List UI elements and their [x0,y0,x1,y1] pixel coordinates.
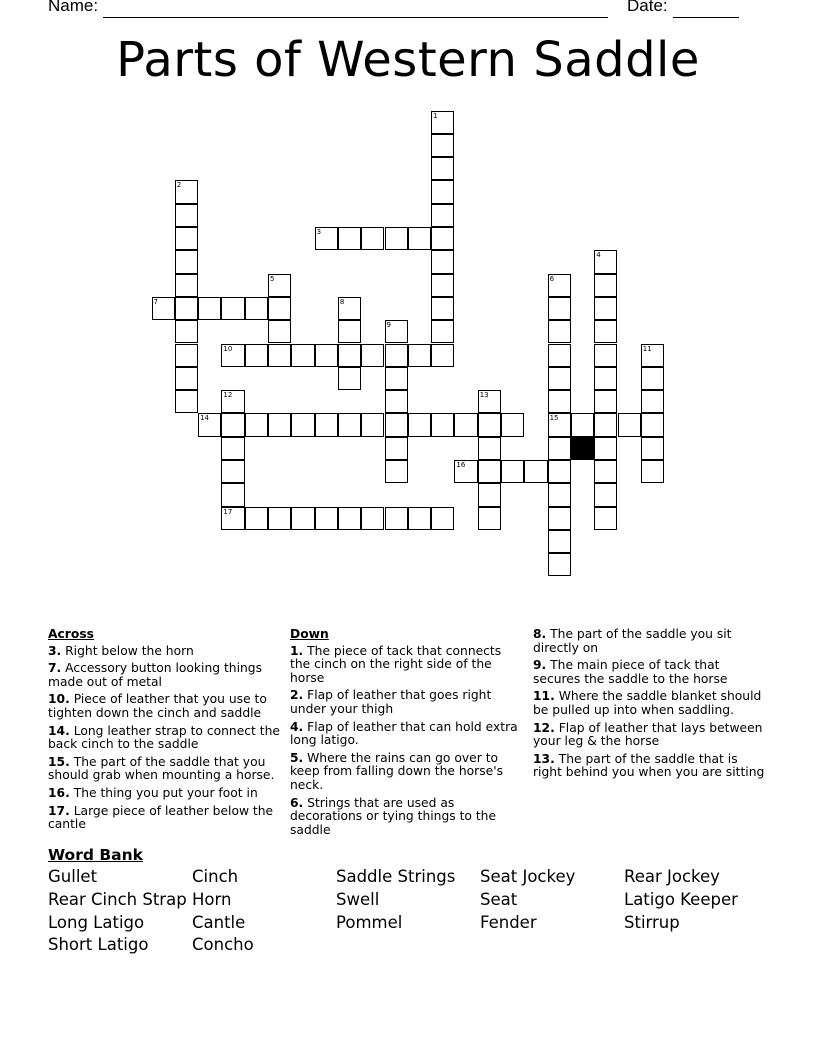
crossword-cell[interactable] [385,390,408,413]
word-bank-word: Pommel [336,913,403,932]
crossword-cell[interactable] [315,507,338,530]
crossword-cell[interactable] [501,460,524,483]
down-clue [290,752,522,793]
clue-number: 12 [223,391,233,400]
crossword-cell[interactable] [618,413,641,436]
crossword-cell[interactable] [291,344,314,367]
crossword-cell[interactable] [385,367,408,390]
crossword-cell[interactable] [221,507,244,530]
crossword-cell[interactable] [338,297,361,320]
clue-text: The main piece of tack that secures the saddle to the horse [533,658,728,686]
crossword-cell[interactable] [548,390,571,413]
crossword-cell[interactable] [385,344,408,367]
crossword-cell[interactable] [548,344,571,367]
crossword-cell[interactable] [338,367,361,390]
clue-number: 16 [456,461,466,469]
word-bank-word: Swell [336,890,380,909]
crossword-cell[interactable] [548,460,571,483]
clue-number: 9 [386,321,391,330]
crossword-cell[interactable] [594,437,617,460]
crossword-cell[interactable] [594,507,617,530]
crossword-cell[interactable] [594,297,617,320]
clue-text: Where the saddle blanket should be pulled up into when saddling. [533,689,762,717]
crossword-cell[interactable] [175,180,198,203]
crossword-cell[interactable] [175,344,198,367]
word-bank-word: Cinch [192,867,239,886]
crossword-cell[interactable] [408,413,431,436]
crossword-cell[interactable] [548,553,571,576]
crossword-cell[interactable] [478,390,501,413]
across-clue [48,805,280,832]
crossword-cell[interactable] [431,111,454,134]
crossword-cell[interactable] [338,227,361,250]
clue-number: 1. [290,643,304,658]
clue-number: 13. [533,751,555,766]
crossword-cell[interactable] [594,483,617,506]
crossword-cell[interactable] [594,390,617,413]
clue-number: 15. [48,754,70,769]
crossword-cell[interactable] [548,367,571,390]
crossword-cell[interactable] [338,507,361,530]
crossword-cell[interactable] [431,204,454,227]
crossword-cell[interactable] [641,367,664,390]
crossword-cell[interactable] [431,274,454,297]
crossword-cell[interactable] [594,367,617,390]
clue-number: 12. [533,720,555,735]
crossword-cell[interactable] [221,297,244,320]
clue-text: The part of the saddle that you should grab when mounting a horse. [48,754,275,783]
crossword-cell[interactable] [245,413,268,436]
down-heading: Down [290,627,329,641]
clue-number: 11 [642,344,652,353]
crossword-cell[interactable] [478,413,501,436]
down-clues [290,628,522,841]
word-bank-word: Rear Cinch Strap [48,890,187,909]
clue-text: The piece of tack that connects the cinch on the right side of the horse [290,643,502,685]
crossword-cell[interactable] [431,507,454,530]
crossword-cell[interactable] [175,390,198,413]
clue-number: 16. [48,785,70,800]
crossword-cell[interactable] [175,204,198,227]
clue-text: Where the rains can go over to keep from falling down the horse's neck. [290,750,503,792]
crossword-cell[interactable] [454,413,477,436]
crossword-cell[interactable] [431,344,454,367]
crossword-cell[interactable] [431,134,454,157]
crossword-cell[interactable] [548,530,571,553]
clue-number: 5. [290,750,304,765]
crossword-cell[interactable] [641,344,664,367]
down-clue [533,628,765,655]
across-clue [48,645,280,659]
word-bank-word: Gullet [48,867,98,886]
crossword-cell[interactable] [641,390,664,413]
word-bank-word: Short Latigo [48,935,149,954]
clue-number: 1 [433,111,438,120]
word-bank-title: Word Bank [48,846,143,864]
clue-number: 2 [176,181,182,190]
crossword-cell[interactable] [548,297,571,320]
crossword-cell[interactable] [175,227,198,250]
clue-text: The part of the saddle you sit directly on [533,627,732,655]
clue-text: Piece of leather that you use to tighten down the cinch and saddle [48,692,267,720]
clue-number: 17. [48,803,70,818]
clue-text: Long leather strap to connect the back cinch to the saddle [48,723,280,752]
crossword-cell[interactable] [221,460,244,483]
crossword-cell[interactable] [175,250,198,273]
clue-text: The thing you put your foot in [69,785,258,800]
crossword-cell[interactable] [268,344,291,367]
crossword-cell[interactable] [594,460,617,483]
clue-number: 3 [316,228,322,236]
crossword-cell[interactable] [594,320,617,343]
crossword-cell[interactable] [454,460,477,483]
clue-number: 10. [48,692,70,707]
clue-number: 13 [479,391,489,400]
clue-number: 5 [270,274,275,283]
word-bank-word: Long Latigo [48,913,145,932]
word-bank-word: Seat [480,890,518,909]
crossword-cell[interactable] [198,413,221,436]
down-clue [290,645,522,686]
word-bank-word: Cantle [192,913,246,932]
crossword-cell[interactable] [385,413,408,436]
crossword-cell[interactable] [245,507,268,530]
crossword-cell[interactable] [175,367,198,390]
crossword-cell[interactable] [501,413,524,436]
crossword-cell[interactable] [431,413,454,436]
name-label: Name: [48,0,99,15]
word-bank-word: Saddle Strings [336,867,456,886]
crossword-cell[interactable] [361,507,384,530]
clue-text: Accessory button looking things made out of metal [48,661,263,689]
across-clue [48,693,280,720]
across-clue [48,787,280,801]
across-heading: Across [48,627,94,641]
crossword-cell[interactable] [641,413,664,436]
crossword-cell[interactable] [431,157,454,180]
crossword-cell[interactable] [268,320,291,343]
crossword-cell[interactable] [478,483,501,506]
clue-number: 2. [290,688,304,703]
crossword-cell[interactable] [408,344,431,367]
date-label: Date: [627,0,668,15]
down-clues-continued [533,628,765,784]
crossword-cell[interactable] [408,507,431,530]
crossword-cell[interactable] [548,320,571,343]
clue-number: 10 [223,344,233,353]
down-clue [533,722,765,749]
word-bank-word: Seat Jockey [480,867,576,886]
crossword-cell[interactable] [315,227,338,250]
crossword-cell[interactable] [221,390,244,413]
word-bank-word: Rear Jockey [624,867,720,886]
clue-number: 15 [549,414,559,423]
crossword-cell[interactable] [175,320,198,343]
crossword-cell[interactable] [594,274,617,297]
crossword-cell[interactable] [478,507,501,530]
crossword-cell[interactable] [385,460,408,483]
crossword-cell[interactable] [361,344,384,367]
crossword-cell[interactable] [291,507,314,530]
crossword-cell[interactable] [431,227,454,250]
clue-text: Large piece of leather below the cantle [48,803,274,832]
clue-text: Flap of leather that lays between your leg & the horse [533,720,763,749]
crossword-cell[interactable] [175,274,198,297]
down-clue [290,797,522,838]
crossword-cell[interactable] [245,344,268,367]
clue-text: Strings that are used as decorations or tying things to the saddle [290,795,497,837]
clue-number: 9. [533,658,547,673]
clue-number: 7 [153,297,158,306]
crossword-cell[interactable] [245,297,268,320]
crossword-cell[interactable] [315,344,338,367]
clue-number: 11. [533,689,555,704]
clue-number: 4 [596,251,601,260]
word-bank-word: Concho [192,935,254,954]
crossword-cell[interactable] [431,250,454,273]
word-bank-word: Horn [192,890,232,909]
down-clue [533,753,765,780]
across-clue [48,725,280,752]
crossword-cell[interactable] [478,460,501,483]
crossword-cell[interactable] [431,320,454,343]
crossword-cell[interactable] [594,250,617,273]
clue-text: The part of the saddle that is right behind you when you are sitting [533,751,765,780]
crossword-cell[interactable] [361,227,384,250]
down-clue [533,690,765,717]
clue-text: Flap of leather that can hold extra long latigo. [290,719,518,748]
crossword-cell[interactable] [571,413,594,436]
crossword-cell[interactable] [478,437,501,460]
crossword-cell[interactable] [548,413,571,436]
crossword-cell[interactable] [385,507,408,530]
down-clue [290,689,522,716]
crossword-cell[interactable] [548,507,571,530]
crossword-cell[interactable] [338,344,361,367]
clue-number: 14. [48,723,70,738]
crossword-cell[interactable] [594,344,617,367]
clue-number: 8. [533,627,547,641]
across-clue [48,662,280,689]
crossword-cell[interactable] [221,344,244,367]
word-bank-word: Stirrup [624,913,680,932]
crossword-cell[interactable] [338,413,361,436]
clue-text: Right below the horn [61,643,194,658]
crossword-black-cell [571,437,594,460]
crossword-cell[interactable] [385,227,408,250]
word-bank-word: Fender [480,913,537,932]
clue-number: 17 [223,507,233,516]
down-clue [290,721,522,748]
crossword-cell[interactable] [152,297,175,320]
page-title: Parts of Western Saddle [116,32,700,88]
crossword-cell[interactable] [268,507,291,530]
crossword-cell[interactable] [641,460,664,483]
across-clues [48,628,280,836]
crossword-cell[interactable] [315,413,338,436]
clue-number: 7. [48,661,62,676]
clue-text: Flap of leather that goes right under your thigh [290,688,492,716]
crossword-cell[interactable] [431,297,454,320]
crossword-cell[interactable] [338,320,361,343]
crossword-cell[interactable] [291,413,314,436]
crossword-cell[interactable] [385,320,408,343]
crossword-cell[interactable] [548,274,571,297]
down-clue [533,659,765,686]
crossword-cell[interactable] [431,180,454,203]
crossword-cell[interactable] [221,437,244,460]
clue-number: 4. [290,719,304,734]
crossword-cell[interactable] [548,437,571,460]
crossword-cell[interactable] [408,227,431,250]
clue-number: 6. [290,795,304,810]
crossword-cell[interactable] [268,274,291,297]
crossword-cell[interactable] [221,413,244,436]
crossword-cell[interactable] [524,460,547,483]
crossword-cell[interactable] [221,483,244,506]
crossword-cell[interactable] [385,437,408,460]
crossword-cell[interactable] [268,297,291,320]
clue-number: 8 [339,297,345,306]
clue-number: 3. [48,643,62,658]
crossword-cell[interactable] [175,297,198,320]
clue-number: 14 [200,414,210,423]
crossword-cell[interactable] [548,483,571,506]
word-bank-word: Latigo Keeper [624,890,738,909]
crossword-cell[interactable] [594,413,617,436]
crossword-cell[interactable] [641,437,664,460]
across-clue [48,756,280,783]
clue-number: 6 [549,274,555,283]
crossword-cell[interactable] [198,297,221,320]
crossword-cell[interactable] [361,413,384,436]
crossword-cell[interactable] [268,413,291,436]
